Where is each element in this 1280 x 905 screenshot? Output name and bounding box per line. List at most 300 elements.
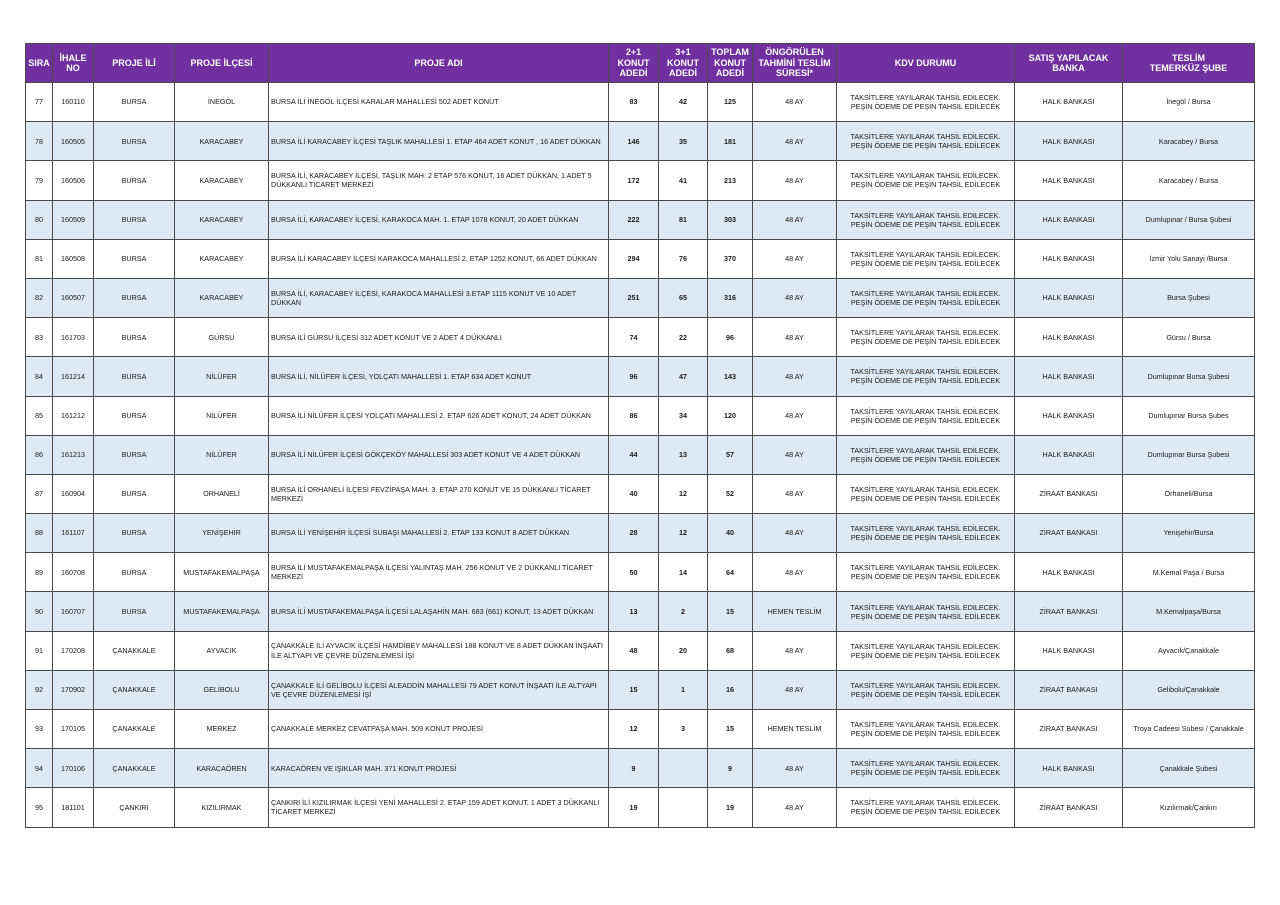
cell-konut-2-1: 251: [609, 278, 659, 317]
kdv-line-2: PEŞİN ÖDEME DE PEŞİN TAHSİL EDİLECEK: [850, 376, 1001, 386]
kdv-line-2: PEŞİN ÖDEME DE PEŞİN TAHSİL EDİLECEK: [850, 298, 1001, 308]
cell-konut-3-1: 65: [659, 278, 708, 317]
kdv-line-1: TAKSİTLERE YAYILARAK TAHSİL EDİLECEK.: [850, 484, 1001, 494]
cell-proje-ilcesi: MUSTAFAKEMALPAŞA: [175, 553, 269, 592]
cell-proje-ilcesi: KIZILIRMAK: [175, 788, 269, 827]
cell-teslim: 48 AY: [753, 435, 837, 474]
cell-sira: 92: [26, 670, 53, 709]
cell-kdv: [837, 318, 1015, 357]
table-row: [26, 83, 1255, 122]
cell-konut-2-1: 146: [609, 122, 659, 161]
cell-konut-3-1: 20: [659, 631, 708, 670]
cell-proje-ilcesi: NİLÜFER: [175, 396, 269, 435]
cell-sube: Kızılırmak/Çankırı: [1123, 788, 1255, 827]
kdv-line-1: TAKSİTLERE YAYILARAK TAHSİL EDİLECEK.: [850, 759, 1001, 769]
cell-konut-3-1: 34: [659, 396, 708, 435]
cell-sira: 82: [26, 278, 53, 317]
cell-kdv: [837, 553, 1015, 592]
table-row: [26, 278, 1255, 317]
cell-konut-2-1: 50: [609, 553, 659, 592]
cell-sube: Ayvacık/Çanakkale: [1123, 631, 1255, 670]
kdv-line-1: TAKSİTLERE YAYILARAK TAHSİL EDİLECEK.: [850, 328, 1001, 338]
cell-kdv: [837, 514, 1015, 553]
kdv-line-1: TAKSİTLERE YAYILARAK TAHSİL EDİLECEK.: [850, 249, 1001, 259]
table-row: [26, 710, 1255, 749]
cell-proje-adi: ÇANKIRI İLİ KIZILIRMAK İLÇESİ YENİ MAHALLESİ 2. ETAP 159 ADET KONUT, 1 ADET 3 DÜKKANLI TİCARET MERKEZİ: [269, 788, 609, 827]
cell-ihale-no: 170208: [53, 631, 94, 670]
cell-konut-2-1: 83: [609, 83, 659, 122]
cell-toplam: 213: [708, 161, 753, 200]
cell-konut-2-1: 12: [609, 710, 659, 749]
kdv-line-2: PEŞİN ÖDEME DE PEŞİN TAHSİL EDİLECEK: [850, 533, 1001, 543]
cell-sira: 86: [26, 435, 53, 474]
table-row: [26, 514, 1255, 553]
cell-proje-ili: BURSA: [94, 553, 175, 592]
kdv-line-2: PEŞİN ÖDEME DE PEŞİN TAHSİL EDİLECEK: [850, 768, 1001, 778]
col-header-proje-ili: PROJE İLİ: [94, 44, 175, 83]
cell-toplam: 57: [708, 435, 753, 474]
cell-proje-ili: BURSA: [94, 200, 175, 239]
col-header-banka: SATIŞ YAPILACAK BANKA: [1015, 44, 1123, 83]
cell-toplam: 52: [708, 474, 753, 513]
cell-kdv: [837, 788, 1015, 827]
cell-sira: 85: [26, 396, 53, 435]
cell-proje-ili: ÇANAKKALE: [94, 670, 175, 709]
cell-proje-ili: BURSA: [94, 318, 175, 357]
cell-proje-ilcesi: YENİŞEHİR: [175, 514, 269, 553]
kdv-line-1: TAKSİTLERE YAYILARAK TAHSİL EDİLECEK.: [850, 289, 1001, 299]
cell-toplam: 96: [708, 318, 753, 357]
kdv-line-2: PEŞİN ÖDEME DE PEŞİN TAHSİL EDİLECEK: [850, 807, 1001, 817]
cell-ihale-no: 161703: [53, 318, 94, 357]
kdv-line-1: TAKSİTLERE YAYILARAK TAHSİL EDİLECEK.: [850, 171, 1001, 181]
table-row: [26, 200, 1255, 239]
col-header-ihale-no: İHALE NO: [53, 44, 94, 83]
cell-sube: Karacabey / Bursa: [1123, 122, 1255, 161]
cell-banka: HALK BANKASI: [1015, 161, 1123, 200]
cell-proje-ili: BURSA: [94, 239, 175, 278]
col-header-sira: SIRA: [26, 44, 53, 83]
cell-konut-3-1: 13: [659, 435, 708, 474]
cell-kdv: [837, 631, 1015, 670]
cell-sira: 88: [26, 514, 53, 553]
cell-sira: 80: [26, 200, 53, 239]
cell-proje-ilcesi: GÜRSU: [175, 318, 269, 357]
cell-sira: 90: [26, 592, 53, 631]
cell-sira: 94: [26, 749, 53, 788]
table-row: [26, 239, 1255, 278]
cell-konut-2-1: 19: [609, 788, 659, 827]
cell-sube: İzmir Yolu Sanayi /Bursa: [1123, 239, 1255, 278]
cell-sira: 79: [26, 161, 53, 200]
cell-ihale-no: 161212: [53, 396, 94, 435]
cell-konut-2-1: 86: [609, 396, 659, 435]
kdv-line-2: PEŞİN ÖDEME DE PEŞİN TAHSİL EDİLECEK: [850, 689, 1001, 699]
cell-ihale-no: 170106: [53, 749, 94, 788]
cell-proje-adi: BURSA İLİ, KARACABEY İLÇESİ, KARAKOCA MAH. 1. ETAP 1078 KONUT, 20 ADET DÜKKAN: [269, 200, 609, 239]
kdv-line-1: TAKSİTLERE YAYILARAK TAHSİL EDİLECEK.: [850, 798, 1001, 808]
kdv-line-1: TAKSİTLERE YAYILARAK TAHSİL EDİLECEK.: [850, 563, 1001, 573]
col-header-proje-adi: PROJE ADI: [269, 44, 609, 83]
kdv-line-2: PEŞİN ÖDEME DE PEŞİN TAHSİL EDİLECEK: [850, 337, 1001, 347]
cell-proje-adi: BURSA İLİ NİLÜFER İLÇESİ GÖKÇEKÖY MAHALLESİ 303 ADET KONUT VE 4 ADET DÜKKAN: [269, 435, 609, 474]
cell-kdv: [837, 278, 1015, 317]
cell-sira: 84: [26, 357, 53, 396]
cell-proje-ilcesi: KARACABEY: [175, 239, 269, 278]
table-row: [26, 592, 1255, 631]
kdv-line-2: PEŞİN ÖDEME DE PEŞİN TAHSİL EDİLECEK: [850, 219, 1001, 229]
cell-toplam: 40: [708, 514, 753, 553]
kdv-line-2: PEŞİN ÖDEME DE PEŞİN TAHSİL EDİLECEK: [850, 102, 1001, 112]
cell-toplam: 316: [708, 278, 753, 317]
cell-ihale-no: 160708: [53, 553, 94, 592]
cell-teslim: HEMEN TESLİM: [753, 592, 837, 631]
cell-ihale-no: 181101: [53, 788, 94, 827]
cell-banka: HALK BANKASI: [1015, 239, 1123, 278]
cell-kdv: [837, 435, 1015, 474]
table-row: [26, 670, 1255, 709]
cell-sira: 78: [26, 122, 53, 161]
kdv-line-2: PEŞİN ÖDEME DE PEŞİN TAHSİL EDİLECEK: [850, 415, 1001, 425]
cell-proje-ili: ÇANAKKALE: [94, 710, 175, 749]
cell-proje-ili: BURSA: [94, 122, 175, 161]
cell-proje-adi: BURSA İLİ YENİŞEHİR İLÇESİ SUBAŞI MAHALLESİ 2. ETAP 133 KONUT 8 ADET DÜKKAN: [269, 514, 609, 553]
cell-sira: 81: [26, 239, 53, 278]
cell-sira: 91: [26, 631, 53, 670]
cell-toplam: 120: [708, 396, 753, 435]
cell-banka: HALK BANKASI: [1015, 396, 1123, 435]
kdv-line-2: PEŞİN ÖDEME DE PEŞİN TAHSİL EDİLECEK: [850, 141, 1001, 151]
cell-proje-ili: ÇANKIRI: [94, 788, 175, 827]
cell-konut-2-1: 28: [609, 514, 659, 553]
kdv-line-2: PEŞİN ÖDEME DE PEŞİN TAHSİL EDİLECEK: [850, 572, 1001, 582]
cell-proje-ilcesi: KARACABEY: [175, 200, 269, 239]
cell-kdv: [837, 592, 1015, 631]
cell-sira: 89: [26, 553, 53, 592]
cell-konut-2-1: 294: [609, 239, 659, 278]
cell-ihale-no: 160508: [53, 239, 94, 278]
cell-sube: Gürsu / Bursa: [1123, 318, 1255, 357]
cell-teslim: 48 AY: [753, 749, 837, 788]
cell-proje-adi: BURSA İLİ ORHANELİ İLÇESİ FEVZİPAŞA MAH. 3. ETAP 270 KONUT VE 15 DÜKKANLI TİCARET MERKEZİ: [269, 474, 609, 513]
table-row: [26, 357, 1255, 396]
cell-kdv: [837, 161, 1015, 200]
cell-toplam: 16: [708, 670, 753, 709]
cell-proje-ili: BURSA: [94, 592, 175, 631]
cell-kdv: [837, 239, 1015, 278]
cell-banka: HALK BANKASI: [1015, 357, 1123, 396]
cell-banka: HALK BANKASI: [1015, 200, 1123, 239]
cell-proje-ilcesi: MERKEZ: [175, 710, 269, 749]
cell-teslim: 48 AY: [753, 514, 837, 553]
cell-ihale-no: 160110: [53, 83, 94, 122]
cell-proje-ilcesi: MUSTAFAKEMALPAŞA: [175, 592, 269, 631]
col-header-konut-2-1: 2+1 KONUT ADEDİ: [609, 44, 659, 83]
cell-sira: 95: [26, 788, 53, 827]
cell-proje-adi: BURSA İLİ KARACABEY İLÇESİ TAŞLIK MAHALLESİ 1. ETAP 464 ADET KONUT , 16 ADET DÜKKAN: [269, 122, 609, 161]
table-row: [26, 435, 1255, 474]
cell-sube: Karacabey / Bursa: [1123, 161, 1255, 200]
cell-toplam: 143: [708, 357, 753, 396]
table-row: [26, 396, 1255, 435]
cell-proje-adi: BURSA İLİ, KARACABEY İLÇESİ, TAŞLIK MAH. 2 ETAP 576 KONUT, 16 ADET DÜKKAN, 1 ADET 5 DÜKKANLI TİCARET MERKEZİ: [269, 161, 609, 200]
cell-proje-adi: ÇANAKKALE İLİ AYVACIK İLÇESİ HAMDİBEY MAHALLESİ 188 KONUT VE 8 ADET DÜKKAN İNŞAATI İLE ALTYAPI VE ÇEVRE DÜZENLEMESİ İŞİ: [269, 631, 609, 670]
cell-proje-ilcesi: KARACABEY: [175, 122, 269, 161]
cell-teslim: 48 AY: [753, 83, 837, 122]
cell-banka: ZİRAAT BANKASI: [1015, 670, 1123, 709]
cell-proje-adi: BURSA İLİ, KARACABEY İLÇESİ, KARAKOCA MAHALLESİ 3.ETAP 1115 KONUT VE 10 ADET DÜKKAN: [269, 278, 609, 317]
cell-proje-ili: BURSA: [94, 278, 175, 317]
cell-sube: Yenişehir/Bursa: [1123, 514, 1255, 553]
cell-ihale-no: 170105: [53, 710, 94, 749]
kdv-line-2: PEŞİN ÖDEME DE PEŞİN TAHSİL EDİLECEK: [850, 650, 1001, 660]
cell-sira: 77: [26, 83, 53, 122]
cell-banka: HALK BANKASI: [1015, 278, 1123, 317]
cell-proje-ilcesi: AYVACIK: [175, 631, 269, 670]
cell-konut-3-1: 35: [659, 122, 708, 161]
cell-sube: İnegöl / Bursa: [1123, 83, 1255, 122]
cell-teslim: 48 AY: [753, 553, 837, 592]
kdv-line-1: TAKSİTLERE YAYILARAK TAHSİL EDİLECEK.: [850, 406, 1001, 416]
cell-proje-ili: BURSA: [94, 396, 175, 435]
cell-konut-2-1: 40: [609, 474, 659, 513]
cell-proje-ilcesi: KARACABEY: [175, 278, 269, 317]
cell-proje-ilcesi: ORHANELİ: [175, 474, 269, 513]
kdv-line-1: TAKSİTLERE YAYILARAK TAHSİL EDİLECEK.: [850, 720, 1001, 730]
table-row: [26, 749, 1255, 788]
kdv-line-1: TAKSİTLERE YAYILARAK TAHSİL EDİLECEK.: [850, 445, 1001, 455]
cell-proje-ilcesi: İNEGÖL: [175, 83, 269, 122]
cell-ihale-no: 161213: [53, 435, 94, 474]
header-row: [26, 44, 1255, 83]
kdv-line-1: TAKSİTLERE YAYILARAK TAHSİL EDİLECEK.: [850, 132, 1001, 142]
cell-banka: HALK BANKASI: [1015, 318, 1123, 357]
cell-proje-ili: BURSA: [94, 83, 175, 122]
col-header-toplam: TOPLAM KONUT ADEDİ: [708, 44, 753, 83]
col-header-proje-ilcesi: PROJE İLÇESİ: [175, 44, 269, 83]
cell-ihale-no: 160904: [53, 474, 94, 513]
cell-banka: HALK BANKASI: [1015, 749, 1123, 788]
cell-teslim: 48 AY: [753, 200, 837, 239]
cell-proje-adi: ÇANAKKALE İLİ GELİBOLU İLÇESİ ALEADDİN MAHALLESİ 79 ADET KONUT İNŞAATI İLE ALTYAPI VE ÇEVRE DÜZENLEMESİ İŞİ: [269, 670, 609, 709]
cell-kdv: [837, 474, 1015, 513]
cell-proje-ili: BURSA: [94, 161, 175, 200]
cell-teslim: 48 AY: [753, 788, 837, 827]
cell-teslim: HEMEN TESLİM: [753, 710, 837, 749]
cell-konut-3-1: 42: [659, 83, 708, 122]
cell-sube: Gelibolu/Çanakkale: [1123, 670, 1255, 709]
kdv-line-1: TAKSİTLERE YAYILARAK TAHSİL EDİLECEK.: [850, 524, 1001, 534]
col-header-teslim: ÖNGÖRÜLEN TAHMİNİ TESLİM SÜRESİ*: [753, 44, 837, 83]
cell-toplam: 15: [708, 710, 753, 749]
cell-konut-3-1: [659, 788, 708, 827]
cell-sube: Bursa Şubesi: [1123, 278, 1255, 317]
kdv-line-1: TAKSİTLERE YAYILARAK TAHSİL EDİLECEK.: [850, 210, 1001, 220]
cell-toplam: 19: [708, 788, 753, 827]
cell-konut-2-1: 9: [609, 749, 659, 788]
cell-toplam: 9: [708, 749, 753, 788]
cell-banka: ZİRAAT BANKASI: [1015, 514, 1123, 553]
cell-teslim: 48 AY: [753, 278, 837, 317]
cell-konut-2-1: 222: [609, 200, 659, 239]
cell-proje-ilcesi: KARACAÖREN: [175, 749, 269, 788]
table-row: [26, 788, 1255, 827]
cell-konut-2-1: 48: [609, 631, 659, 670]
cell-toplam: 64: [708, 553, 753, 592]
cell-proje-ili: ÇANAKKALE: [94, 631, 175, 670]
cell-proje-adi: BURSA İLİ İNEGÖL İLÇESİ KARALAR MAHALLESİ 502 ADET KONUT: [269, 83, 609, 122]
cell-proje-ilcesi: NİLÜFER: [175, 435, 269, 474]
cell-proje-ili: BURSA: [94, 357, 175, 396]
cell-proje-ili: BURSA: [94, 474, 175, 513]
cell-konut-3-1: 14: [659, 553, 708, 592]
cell-konut-2-1: 13: [609, 592, 659, 631]
cell-konut-2-1: 74: [609, 318, 659, 357]
kdv-line-2: PEŞİN ÖDEME DE PEŞİN TAHSİL EDİLECEK: [850, 180, 1001, 190]
col-header-kdv: KDV DURUMU: [837, 44, 1015, 83]
project-sheet: [25, 43, 1255, 828]
col-header-konut-3-1: 3+1 KONUT ADEDİ: [659, 44, 708, 83]
cell-banka: HALK BANKASI: [1015, 553, 1123, 592]
cell-sube: Orhaneli/Bursa: [1123, 474, 1255, 513]
cell-teslim: 48 AY: [753, 122, 837, 161]
cell-proje-adi: BURSA İLİ NİLÜFER İLÇESİ YOLÇATI MAHALLESİ 2. ETAP 626 ADET KONUT, 24 ADET DÜKKAN: [269, 396, 609, 435]
cell-banka: ZİRAAT BANKASI: [1015, 710, 1123, 749]
table-row: [26, 122, 1255, 161]
cell-konut-3-1: 3: [659, 710, 708, 749]
cell-proje-adi: BURSA İLİ MUSTAFAKEMALPAŞA İLÇESİ LALAŞAHİN MAH. 683 (661) KONUT, 13 ADET DÜKKAN: [269, 592, 609, 631]
cell-banka: HALK BANKASI: [1015, 435, 1123, 474]
cell-ihale-no: 161214: [53, 357, 94, 396]
cell-ihale-no: 161107: [53, 514, 94, 553]
cell-toplam: 370: [708, 239, 753, 278]
cell-konut-2-1: 44: [609, 435, 659, 474]
cell-kdv: [837, 357, 1015, 396]
cell-banka: ZİRAAT BANKASI: [1015, 788, 1123, 827]
cell-ihale-no: 170902: [53, 670, 94, 709]
cell-proje-ili: BURSA: [94, 514, 175, 553]
cell-banka: ZİRAAT BANKASI: [1015, 474, 1123, 513]
cell-banka: ZİRAAT BANKASI: [1015, 592, 1123, 631]
kdv-line-1: TAKSİTLERE YAYILARAK TAHSİL EDİLECEK.: [850, 680, 1001, 690]
cell-ihale-no: 160707: [53, 592, 94, 631]
kdv-line-1: TAKSİTLERE YAYILARAK TAHSİL EDİLECEK.: [850, 641, 1001, 651]
cell-ihale-no: 160509: [53, 200, 94, 239]
cell-toplam: 125: [708, 83, 753, 122]
cell-proje-ili: ÇANAKKALE: [94, 749, 175, 788]
table-body: [26, 83, 1255, 828]
kdv-line-2: PEŞİN ÖDEME DE PEŞİN TAHSİL EDİLECEK: [850, 611, 1001, 621]
cell-sube: Dumlupınar Bursa Şubesi: [1123, 435, 1255, 474]
cell-konut-3-1: 12: [659, 514, 708, 553]
cell-ihale-no: 160507: [53, 278, 94, 317]
cell-sube: Çanakkale Şubesi: [1123, 749, 1255, 788]
cell-proje-adi: BURSA İLİ KARACABEY İLÇESİ KARAKOCA MAHALLESİ 2. ETAP 1252 KONUT, 66 ADET DÜKKAN: [269, 239, 609, 278]
cell-sube: Dumlupınar Bursa Şubesi: [1123, 357, 1255, 396]
cell-banka: HALK BANKASI: [1015, 631, 1123, 670]
cell-proje-adi: ÇANAKKALE MERKEZ CEVATPAŞA MAH. 509 KONUT PROJESİ: [269, 710, 609, 749]
table-row: [26, 318, 1255, 357]
table-row: [26, 553, 1255, 592]
cell-konut-3-1: 12: [659, 474, 708, 513]
col-header-sube: TESLİM TEMERKÜZ ŞUBE: [1123, 44, 1255, 83]
cell-konut-3-1: 1: [659, 670, 708, 709]
table-row: [26, 631, 1255, 670]
project-table: [25, 43, 1255, 828]
cell-konut-2-1: 172: [609, 161, 659, 200]
table-row: [26, 474, 1255, 513]
cell-banka: HALK BANKASI: [1015, 122, 1123, 161]
cell-konut-3-1: 41: [659, 161, 708, 200]
cell-konut-2-1: 96: [609, 357, 659, 396]
cell-konut-3-1: 22: [659, 318, 708, 357]
cell-kdv: [837, 396, 1015, 435]
cell-kdv: [837, 122, 1015, 161]
cell-teslim: 48 AY: [753, 239, 837, 278]
kdv-line-2: PEŞİN ÖDEME DE PEŞİN TAHSİL EDİLECEK: [850, 258, 1001, 268]
cell-sira: 87: [26, 474, 53, 513]
cell-teslim: 48 AY: [753, 670, 837, 709]
cell-toplam: 15: [708, 592, 753, 631]
cell-proje-ilcesi: KARACABEY: [175, 161, 269, 200]
kdv-line-1: TAKSİTLERE YAYILARAK TAHSİL EDİLECEK.: [850, 93, 1001, 103]
kdv-line-1: TAKSİTLERE YAYILARAK TAHSİL EDİLECEK.: [850, 602, 1001, 612]
cell-sube: Dumlupınar Bursa Şubes: [1123, 396, 1255, 435]
kdv-line-2: PEŞİN ÖDEME DE PEŞİN TAHSİL EDİLECEK: [850, 493, 1001, 503]
cell-proje-adi: BURSA İLİ MUSTAFAKEMALPAŞA İLÇESİ YALINTAŞ MAH. 256 KONUT VE 2 DÜKKANLI TİCARET MERKEZİ: [269, 553, 609, 592]
cell-kdv: [837, 749, 1015, 788]
cell-konut-3-1: 2: [659, 592, 708, 631]
cell-proje-adi: BURSA İLİ, NİLÜFER İLÇESİ, YOLÇATI MAHALLESİ 1. ETAP 634 ADET KONUT: [269, 357, 609, 396]
cell-teslim: 48 AY: [753, 396, 837, 435]
kdv-line-2: PEŞİN ÖDEME DE PEŞİN TAHSİL EDİLECEK: [850, 729, 1001, 739]
cell-sube: M.Kemalpaşa/Bursa: [1123, 592, 1255, 631]
kdv-line-2: PEŞİN ÖDEME DE PEŞİN TAHSİL EDİLECEK: [850, 454, 1001, 464]
cell-sube: M.Kemal Paşa / Bursa: [1123, 553, 1255, 592]
cell-sira: 93: [26, 710, 53, 749]
cell-konut-2-1: 15: [609, 670, 659, 709]
cell-proje-adi: BURSA İLİ GÜRSU İLÇESİ 312 ADET KONUT VE 2 ADET 4 DÜKKANLI: [269, 318, 609, 357]
cell-kdv: [837, 83, 1015, 122]
cell-kdv: [837, 670, 1015, 709]
cell-toplam: 181: [708, 122, 753, 161]
cell-konut-3-1: 81: [659, 200, 708, 239]
cell-konut-3-1: 47: [659, 357, 708, 396]
cell-proje-ili: BURSA: [94, 435, 175, 474]
cell-ihale-no: 160505: [53, 122, 94, 161]
kdv-line-1: TAKSİTLERE YAYILARAK TAHSİL EDİLECEK.: [850, 367, 1001, 377]
cell-teslim: 48 AY: [753, 474, 837, 513]
cell-teslim: 48 AY: [753, 357, 837, 396]
cell-konut-3-1: 76: [659, 239, 708, 278]
cell-teslim: 48 AY: [753, 631, 837, 670]
cell-ihale-no: 160506: [53, 161, 94, 200]
cell-kdv: [837, 200, 1015, 239]
cell-sube: Troya Cadeesi Subesi / Çanakkale: [1123, 710, 1255, 749]
cell-proje-ilcesi: NİLÜFER: [175, 357, 269, 396]
cell-sira: 83: [26, 318, 53, 357]
cell-teslim: 48 AY: [753, 161, 837, 200]
cell-proje-adi: KARACAÖREN VE IŞIKLAR MAH. 371 KONUT PROJESİ: [269, 749, 609, 788]
cell-toplam: 68: [708, 631, 753, 670]
cell-teslim: 48 AY: [753, 318, 837, 357]
cell-kdv: [837, 710, 1015, 749]
cell-toplam: 303: [708, 200, 753, 239]
cell-proje-ilcesi: GELİBOLU: [175, 670, 269, 709]
cell-banka: HALK BANKASI: [1015, 83, 1123, 122]
cell-sube: Dumlupınar / Bursa Şubesi: [1123, 200, 1255, 239]
table-row: [26, 161, 1255, 200]
